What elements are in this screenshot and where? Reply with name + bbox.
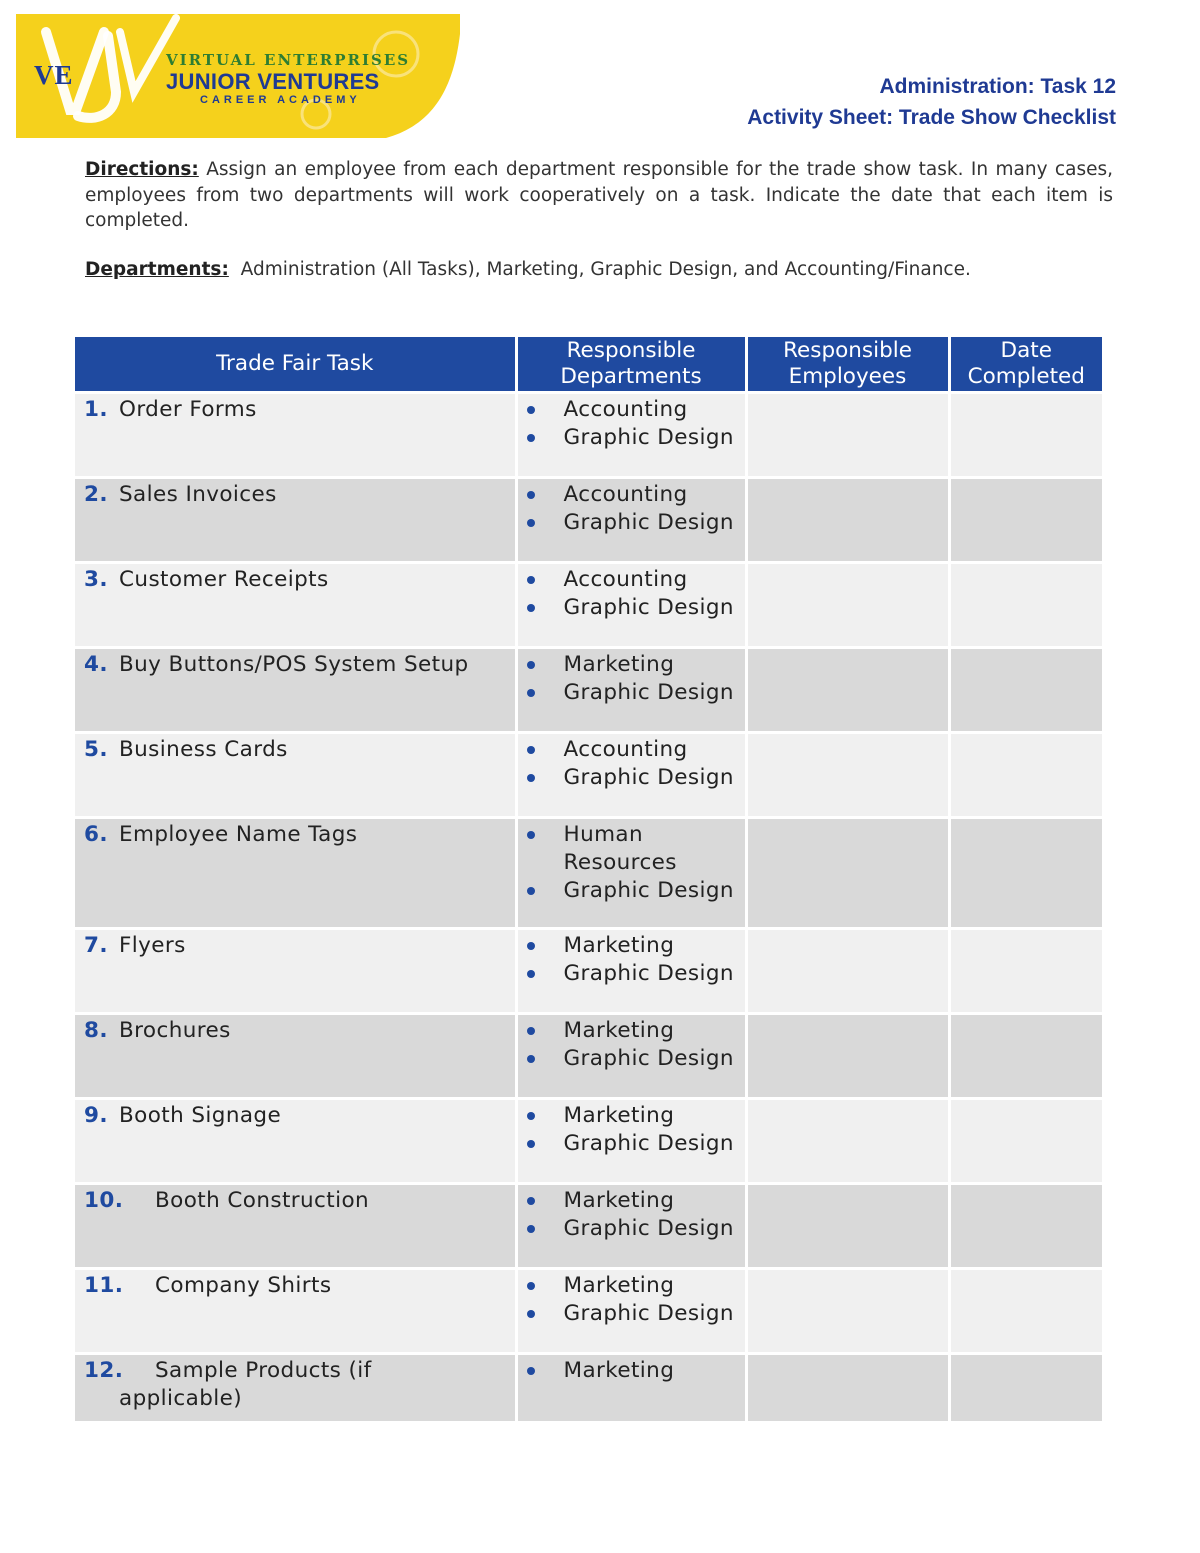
employees-cell[interactable] [746, 393, 949, 478]
departments-text: Administration (All Tasks), Marketing, Graphic Design, and Accounting/Finance. [240, 259, 971, 280]
table-row [75, 393, 1102, 478]
departments-cell [516, 1184, 746, 1269]
department-item: Graphic Design [518, 764, 745, 792]
department-item: Graphic Design [518, 1215, 745, 1243]
departments-cell [516, 1354, 746, 1423]
table-row [75, 818, 1102, 929]
departments-paragraph [85, 257, 1113, 283]
task-number: 11. [84, 1273, 124, 1298]
header-task-title: Administration: Task 12 [879, 75, 1116, 98]
logo [16, 14, 460, 138]
table-row [75, 929, 1102, 1014]
employees-cell[interactable] [746, 478, 949, 563]
departments-cell [516, 478, 746, 563]
employees-cell[interactable] [746, 818, 949, 929]
department-item: Graphic Design [518, 1045, 745, 1073]
task-number: 7. [84, 933, 108, 958]
date-completed-cell[interactable] [949, 1354, 1102, 1423]
department-item: Marketing [518, 932, 745, 960]
task-name: Order Forms [119, 397, 257, 422]
table-row [75, 1099, 1102, 1184]
task-name-line1: Sample Products (if [155, 1358, 372, 1383]
task-number: 10. [84, 1188, 124, 1213]
employees-cell[interactable] [746, 1354, 949, 1423]
task-number: 9. [84, 1103, 108, 1128]
task-name: Sales Invoices [119, 482, 277, 507]
task-name: Buy Buttons/POS System Setup [119, 652, 469, 677]
table-row [75, 648, 1102, 733]
task-number: 8. [84, 1018, 108, 1043]
directions-paragraph [85, 157, 1113, 234]
department-item: Graphic Design [518, 509, 745, 537]
task-number: 4. [84, 652, 108, 677]
task-name: Booth Construction [155, 1188, 370, 1213]
date-completed-cell[interactable] [949, 1184, 1102, 1269]
task-name: Flyers [119, 933, 186, 958]
department-item: Accounting [518, 396, 745, 424]
logo-career-academy: CAREER ACADEMY [200, 94, 361, 106]
department-item: Human Resources [518, 821, 745, 877]
task-number: 6. [84, 822, 108, 847]
department-item: Marketing [518, 651, 745, 679]
table-row [75, 478, 1102, 563]
task-name: Company Shirts [155, 1273, 332, 1298]
departments-cell [516, 929, 746, 1014]
table-row [75, 1354, 1102, 1423]
employees-cell[interactable] [746, 1184, 949, 1269]
department-item: Graphic Design [518, 424, 745, 452]
employees-cell[interactable] [746, 1099, 949, 1184]
department-item: Accounting [518, 566, 745, 594]
task-number: 3. [84, 567, 108, 592]
date-completed-cell[interactable] [949, 563, 1102, 648]
header-trade-fair-task: Trade Fair Task [75, 337, 516, 393]
task-cell [75, 1014, 516, 1099]
employees-cell[interactable] [746, 648, 949, 733]
table-header-row [75, 337, 1102, 393]
department-item: Graphic Design [518, 960, 745, 988]
department-item: Marketing [518, 1187, 745, 1215]
table-row [75, 733, 1102, 818]
table-row [75, 1014, 1102, 1099]
table-row [75, 1184, 1102, 1269]
task-name: Customer Receipts [119, 567, 329, 592]
document-header [747, 71, 1116, 133]
task-name-line2: applicable) [119, 1386, 243, 1411]
departments-cell [516, 393, 746, 478]
employees-cell[interactable] [746, 929, 949, 1014]
department-item: Graphic Design [518, 1300, 745, 1328]
task-name: Booth Signage [119, 1103, 282, 1128]
departments-cell [516, 563, 746, 648]
directions-label: Directions: [85, 159, 199, 180]
department-item: Graphic Design [518, 679, 745, 707]
task-cell [75, 733, 516, 818]
departments-cell [516, 818, 746, 929]
department-item: Accounting [518, 481, 745, 509]
task-cell [75, 1099, 516, 1184]
table-row [75, 563, 1102, 648]
employees-cell[interactable] [746, 1014, 949, 1099]
date-completed-cell[interactable] [949, 648, 1102, 733]
task-cell [75, 563, 516, 648]
date-completed-cell[interactable] [949, 478, 1102, 563]
logo-ve-mark: VE [34, 60, 74, 90]
task-cell [75, 1184, 516, 1269]
header-activity-title: Activity Sheet: Trade Show Checklist [747, 106, 1116, 129]
department-item: Marketing [518, 1357, 745, 1385]
task-cell [75, 478, 516, 563]
department-item: Graphic Design [518, 1130, 745, 1158]
task-cell [75, 393, 516, 478]
departments-cell [516, 1014, 746, 1099]
task-name: Business Cards [119, 737, 288, 762]
employees-cell[interactable] [746, 563, 949, 648]
department-item: Graphic Design [518, 877, 745, 905]
task-name: Employee Name Tags [119, 822, 358, 847]
departments-cell [516, 1269, 746, 1354]
task-cell [75, 1269, 516, 1354]
department-item: Accounting [518, 736, 745, 764]
header-responsible-employees: Responsible Employees [746, 337, 949, 393]
department-item: Graphic Design [518, 594, 745, 622]
date-completed-cell[interactable] [949, 929, 1102, 1014]
task-number: 12. [84, 1358, 124, 1383]
table-row [75, 1269, 1102, 1354]
task-cell [75, 818, 516, 929]
date-completed-cell[interactable] [949, 393, 1102, 478]
date-completed-cell[interactable] [949, 733, 1102, 818]
header-date-completed: Date Completed [949, 337, 1102, 393]
directions-text: Assign an employee from each department responsible for the trade show task. In many cases, employees from two departments will work cooperatively on a task. Indicate the date that each item is completed. [85, 159, 1113, 231]
logo-junior-ventures: JUNIOR VENTURES [166, 69, 380, 94]
task-cell [75, 648, 516, 733]
employees-cell[interactable] [746, 733, 949, 818]
department-item: Marketing [518, 1017, 745, 1045]
task-number: 2. [84, 482, 108, 507]
departments-label: Departments: [85, 259, 229, 280]
date-completed-cell[interactable] [949, 818, 1102, 929]
task-number: 1. [84, 397, 108, 422]
department-item: Marketing [518, 1102, 745, 1130]
task-number: 5. [84, 737, 108, 762]
date-completed-cell[interactable] [949, 1269, 1102, 1354]
task-name: Brochures [119, 1018, 231, 1043]
employees-cell[interactable] [746, 1269, 949, 1354]
task-cell [75, 1354, 516, 1423]
date-completed-cell[interactable] [949, 1014, 1102, 1099]
trade-show-checklist-table [75, 337, 1102, 1424]
date-completed-cell[interactable] [949, 1099, 1102, 1184]
departments-cell [516, 648, 746, 733]
departments-cell [516, 1099, 746, 1184]
departments-cell [516, 733, 746, 818]
header-responsible-departments: Responsible Departments [516, 337, 746, 393]
department-item: Marketing [518, 1272, 745, 1300]
task-cell [75, 929, 516, 1014]
logo-virtual-enterprises: VIRTUAL ENTERPRISES [166, 51, 411, 69]
